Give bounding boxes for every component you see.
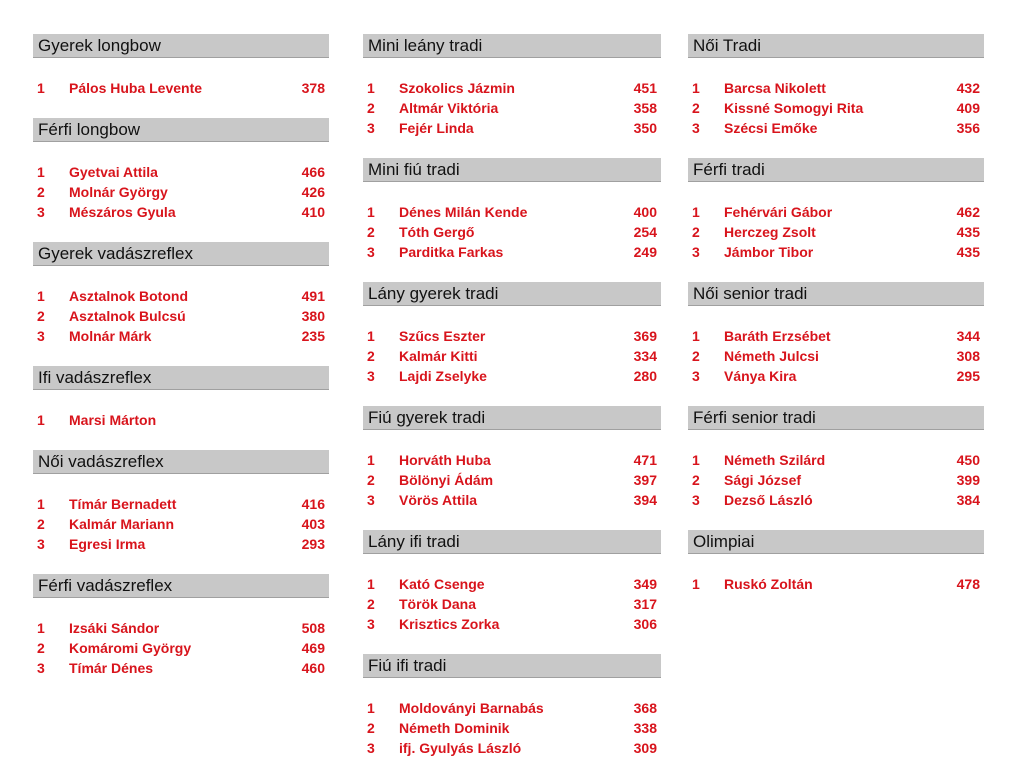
result-rank: 1: [692, 452, 700, 468]
result-rank: 2: [37, 640, 45, 656]
result-row: [688, 470, 984, 490]
result-name: Asztalnok Botond: [69, 288, 188, 304]
result-rank: 1: [37, 496, 45, 512]
result-score: 403: [301, 516, 325, 532]
results-list: [33, 266, 329, 366]
category-title: Női senior tradi: [688, 282, 984, 306]
category-section: [363, 282, 661, 406]
result-rank: 1: [367, 700, 375, 716]
result-row: [33, 534, 329, 554]
result-score: 462: [956, 204, 980, 220]
result-score: 295: [956, 368, 980, 384]
result-name: Krisztics Zorka: [399, 616, 500, 632]
result-name: Lajdi Zselyke: [399, 368, 487, 384]
result-row: [363, 242, 661, 262]
results-list: [363, 306, 661, 406]
result-score: 380: [301, 308, 325, 324]
category-section: [33, 242, 329, 366]
result-score: 235: [301, 328, 325, 344]
result-rank: 3: [692, 368, 700, 384]
result-score: 466: [301, 164, 325, 180]
result-row: [363, 470, 661, 490]
category-title: Férfi vadászreflex: [33, 574, 329, 598]
result-rank: 2: [37, 308, 45, 324]
result-rank: 3: [367, 120, 375, 136]
result-score: 369: [633, 328, 657, 344]
result-rank: 3: [367, 492, 375, 508]
result-name: ifj. Gyulyás László: [399, 740, 522, 756]
category-section: [33, 118, 329, 242]
category-section: [688, 282, 984, 406]
result-rank: 2: [367, 472, 375, 488]
result-row: [363, 202, 661, 222]
results-list: [363, 678, 661, 778]
result-rank: 1: [692, 204, 700, 220]
category-section: [363, 34, 661, 158]
result-rank: 3: [37, 328, 45, 344]
result-score: 358: [633, 100, 657, 116]
result-name: Molnár György: [69, 184, 168, 200]
results-list: [33, 598, 329, 698]
result-name: Kalmár Kitti: [399, 348, 478, 364]
category-title: Mini leány tradi: [363, 34, 661, 58]
result-name: Kató Csenge: [399, 576, 485, 592]
category-section: [688, 34, 984, 158]
category-title: Olimpiai: [688, 530, 984, 554]
category-title: Lány ifi tradi: [363, 530, 661, 554]
result-name: Vörös Attila: [399, 492, 478, 508]
result-rank: 1: [37, 288, 45, 304]
result-score: 435: [956, 224, 980, 240]
result-name: Bölönyi Ádám: [399, 472, 494, 488]
category-title: Lány gyerek tradi: [363, 282, 661, 306]
results-column-1: [33, 34, 329, 698]
result-row: [33, 326, 329, 346]
result-name: Moldoványi Barnabás: [399, 700, 544, 716]
result-row: [363, 698, 661, 718]
category-title: Női Tradi: [688, 34, 984, 58]
result-rank: 1: [367, 328, 375, 344]
result-name: Ványa Kira: [724, 368, 797, 384]
result-row: [363, 718, 661, 738]
result-rank: 1: [37, 412, 45, 428]
result-score: 400: [633, 204, 657, 220]
result-name: Németh Julcsi: [724, 348, 819, 364]
results-list: [688, 554, 984, 614]
result-row: [33, 638, 329, 658]
result-score: 394: [633, 492, 657, 508]
result-score: 450: [956, 452, 980, 468]
result-row: [363, 490, 661, 510]
result-score: 399: [956, 472, 980, 488]
result-score: 280: [633, 368, 657, 384]
result-name: Dénes Milán Kende: [399, 204, 528, 220]
result-row: [33, 494, 329, 514]
result-score: 368: [633, 700, 657, 716]
result-score: 338: [633, 720, 657, 736]
result-row: [33, 202, 329, 222]
result-score: 426: [301, 184, 325, 200]
result-name: Parditka Farkas: [399, 244, 504, 260]
result-name: Szokolics Jázmin: [399, 80, 515, 96]
result-name: Tóth Gergő: [399, 224, 475, 240]
results-list: [688, 58, 984, 158]
result-score: 254: [633, 224, 657, 240]
result-rank: 1: [37, 620, 45, 636]
result-score: 356: [956, 120, 980, 136]
result-rank: 3: [37, 204, 45, 220]
result-row: [33, 286, 329, 306]
category-title: Gyerek vadászreflex: [33, 242, 329, 266]
result-name: Török Dana: [399, 596, 477, 612]
result-score: 350: [633, 120, 657, 136]
result-row: [363, 78, 661, 98]
results-list: [688, 182, 984, 282]
result-row: [33, 182, 329, 202]
result-rank: 3: [367, 740, 375, 756]
result-name: Mészáros Gyula: [69, 204, 176, 220]
result-name: Kalmár Mariann: [69, 516, 175, 532]
category-title: Férfi longbow: [33, 118, 329, 142]
result-score: 308: [956, 348, 980, 364]
result-name: Egresi Irma: [69, 536, 146, 552]
result-rank: 2: [367, 348, 375, 364]
result-name: Ruskó Zoltán: [724, 576, 813, 592]
category-section: [688, 530, 984, 614]
result-name: Németh Dominik: [399, 720, 510, 736]
result-row: [33, 514, 329, 534]
result-row: [688, 202, 984, 222]
result-score: 344: [956, 328, 980, 344]
result-score: 317: [633, 596, 657, 612]
result-name: Sági József: [724, 472, 802, 488]
result-score: 384: [956, 492, 980, 508]
result-name: Baráth Erzsébet: [724, 328, 831, 344]
result-rank: 1: [37, 164, 45, 180]
result-score: 451: [633, 80, 657, 96]
result-row: [688, 222, 984, 242]
result-name: Barcsa Nikolett: [724, 80, 826, 96]
result-score: 334: [633, 348, 657, 364]
category-section: [363, 654, 661, 778]
result-row: [688, 490, 984, 510]
result-score: 478: [956, 576, 980, 592]
result-score: 435: [956, 244, 980, 260]
result-row: [363, 326, 661, 346]
result-rank: 3: [367, 616, 375, 632]
results-column-2: [363, 34, 661, 778]
result-rank: 1: [367, 576, 375, 592]
results-list: [363, 554, 661, 654]
result-score: 349: [633, 576, 657, 592]
result-row: [33, 162, 329, 182]
result-row: [363, 222, 661, 242]
result-score: 293: [301, 536, 325, 552]
result-row: [688, 366, 984, 386]
result-rank: 2: [692, 100, 700, 116]
result-rank: 3: [367, 368, 375, 384]
result-rank: 3: [692, 244, 700, 260]
result-name: Molnár Márk: [69, 328, 152, 344]
result-rank: 1: [367, 204, 375, 220]
category-title: Női vadászreflex: [33, 450, 329, 474]
result-rank: 3: [692, 492, 700, 508]
category-title: Mini fiú tradi: [363, 158, 661, 182]
category-section: [363, 158, 661, 282]
result-row: [688, 118, 984, 138]
category-section: [33, 450, 329, 574]
result-rank: 1: [692, 80, 700, 96]
category-section: [688, 406, 984, 530]
result-score: 416: [301, 496, 325, 512]
result-row: [363, 614, 661, 634]
result-row: [688, 98, 984, 118]
result-row: [363, 450, 661, 470]
result-row: [363, 366, 661, 386]
result-row: [363, 118, 661, 138]
results-list: [33, 142, 329, 242]
result-row: [33, 306, 329, 326]
results-list: [688, 430, 984, 530]
results-list: [33, 474, 329, 574]
result-score: 432: [956, 80, 980, 96]
results-list: [363, 182, 661, 282]
result-name: Szécsi Emőke: [724, 120, 818, 136]
result-rank: 1: [37, 80, 45, 96]
result-score: 508: [301, 620, 325, 636]
result-name: Izsáki Sándor: [69, 620, 160, 636]
category-section: [363, 406, 661, 530]
result-score: 471: [633, 452, 657, 468]
result-rank: 2: [367, 100, 375, 116]
category-section: [688, 158, 984, 282]
result-row: [33, 618, 329, 638]
result-rank: 1: [367, 452, 375, 468]
result-rank: 3: [367, 244, 375, 260]
result-row: [363, 574, 661, 594]
result-row: [688, 574, 984, 594]
result-row: [33, 78, 329, 98]
result-row: [33, 658, 329, 678]
result-score: 469: [301, 640, 325, 656]
result-rank: 3: [37, 660, 45, 676]
result-name: Fejér Linda: [399, 120, 474, 136]
result-name: Tímár Dénes: [69, 660, 154, 676]
results-list: [33, 58, 329, 118]
results-list: [363, 430, 661, 530]
category-title: Fiú ifi tradi: [363, 654, 661, 678]
category-section: [363, 530, 661, 654]
results-list: [363, 58, 661, 158]
category-section: [33, 34, 329, 118]
result-score: 306: [633, 616, 657, 632]
result-rank: 2: [692, 348, 700, 364]
result-rank: 1: [692, 328, 700, 344]
result-rank: 2: [37, 516, 45, 532]
result-name: Dezső László: [724, 492, 813, 508]
category-section: [33, 366, 329, 450]
category-title: Férfi senior tradi: [688, 406, 984, 430]
result-row: [363, 738, 661, 758]
result-score: 378: [301, 80, 325, 96]
result-row: [688, 78, 984, 98]
result-row: [33, 410, 329, 430]
result-row: [688, 450, 984, 470]
result-name: Pálos Huba Levente: [69, 80, 203, 96]
result-row: [688, 242, 984, 262]
category-title: Gyerek longbow: [33, 34, 329, 58]
result-name: Jámbor Tibor: [724, 244, 814, 260]
result-rank: 1: [367, 80, 375, 96]
result-rank: 2: [367, 596, 375, 612]
result-score: 309: [633, 740, 657, 756]
result-score: 460: [301, 660, 325, 676]
result-name: Marsi Márton: [69, 412, 157, 428]
result-rank: 2: [692, 472, 700, 488]
result-row: [363, 346, 661, 366]
result-name: Horváth Huba: [399, 452, 491, 468]
result-rank: 2: [692, 224, 700, 240]
result-rank: 3: [692, 120, 700, 136]
category-section: [33, 574, 329, 698]
result-score: 409: [956, 100, 980, 116]
result-score: 491: [301, 288, 325, 304]
results-column-3: [688, 34, 984, 614]
result-rank: 2: [37, 184, 45, 200]
result-name: Tímár Bernadett: [69, 496, 177, 512]
results-list: [33, 390, 329, 450]
result-row: [688, 346, 984, 366]
result-row: [688, 326, 984, 346]
category-title: Ifi vadászreflex: [33, 366, 329, 390]
result-rank: 2: [367, 720, 375, 736]
result-row: [363, 594, 661, 614]
result-name: Herczeg Zsolt: [724, 224, 816, 240]
result-name: Komáromi György: [69, 640, 192, 656]
result-name: Asztalnok Bulcsú: [69, 308, 186, 324]
result-name: Fehérvári Gábor: [724, 204, 833, 220]
result-name: Gyetvai Attila: [69, 164, 158, 180]
results-list: [688, 306, 984, 406]
result-rank: 1: [692, 576, 700, 592]
result-row: [363, 98, 661, 118]
result-score: 410: [301, 204, 325, 220]
result-name: Szűcs Eszter: [399, 328, 486, 344]
result-rank: 2: [367, 224, 375, 240]
result-score: 249: [633, 244, 657, 260]
category-title: Férfi tradi: [688, 158, 984, 182]
result-name: Németh Szilárd: [724, 452, 826, 468]
result-score: 397: [633, 472, 657, 488]
result-name: Kissné Somogyi Rita: [724, 100, 864, 116]
category-title: Fiú gyerek tradi: [363, 406, 661, 430]
result-rank: 3: [37, 536, 45, 552]
result-name: Altmár Viktória: [399, 100, 499, 116]
